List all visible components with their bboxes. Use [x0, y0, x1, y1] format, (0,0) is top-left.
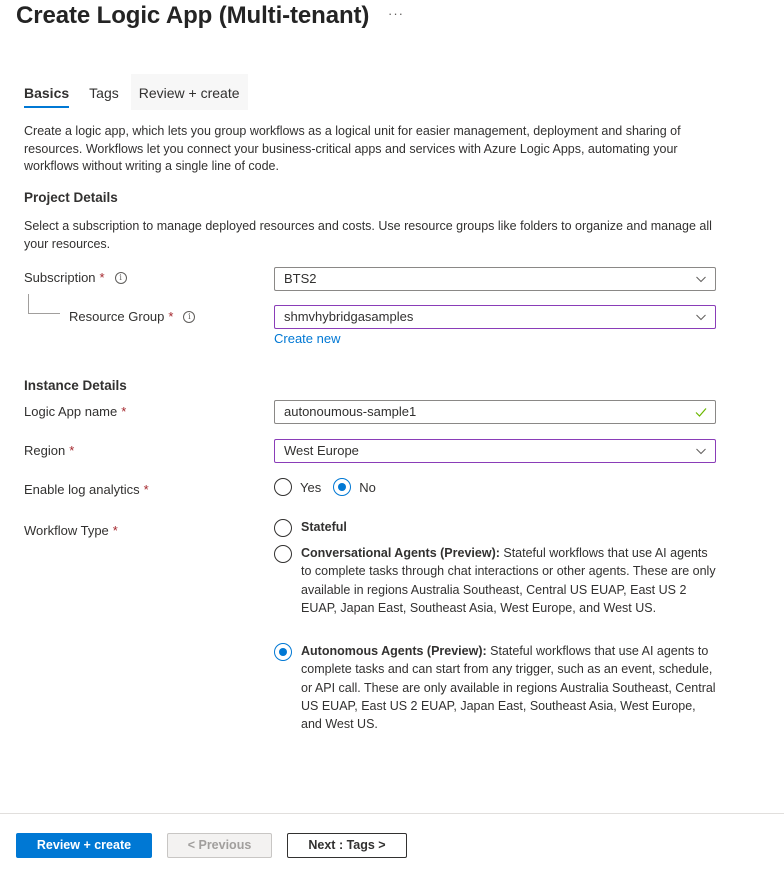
subscription-label: [24, 270, 127, 285]
page-title: Create Logic App (Multi-tenant): [16, 2, 370, 29]
project-details-heading: Project Details: [24, 190, 118, 205]
more-options-button[interactable]: ···: [388, 6, 404, 21]
required-asterisk: *: [121, 404, 127, 419]
tab-review-create[interactable]: Review + create: [131, 74, 248, 110]
info-icon[interactable]: i: [115, 272, 127, 284]
intro-text: Create a logic app, which lets you group workflows as a logical unit for easier management, deployment and sharing of resources. Workflows let you connect your business-critical apps and services with Azure Logic Apps, automating your workflows without writing a single line of code.: [24, 124, 681, 173]
logic-app-name-label: [24, 404, 126, 419]
chevron-down-icon: [696, 274, 706, 284]
instance-details-heading: Instance Details: [24, 378, 127, 393]
required-asterisk: *: [112, 523, 118, 538]
logic-app-name-label-text: Logic App name: [24, 404, 118, 419]
chevron-down-icon: [696, 446, 706, 456]
no-label: No: [359, 479, 376, 495]
autonomous-agents-description: Stateful workflows that use AI agents to complete tasks and can start from any trigger, such as an event, schedule, or API call. These are only available in regions Australia Southeast, Central US EUAP, East US 2 EUAP, Japan East, Southeast Asia, West Europe, and West US.: [301, 644, 716, 732]
subscription-dropdown[interactable]: [274, 267, 716, 291]
info-icon[interactable]: i: [183, 311, 195, 323]
footer-divider: [0, 813, 784, 814]
stateful-title: Stateful: [301, 520, 347, 534]
resource-group-value: shmvhybridgasamples: [284, 309, 414, 324]
workflow-option-stateful[interactable]: [274, 519, 719, 537]
region-label-text: Region: [24, 443, 66, 458]
yes-label: Yes: [300, 479, 322, 495]
region-dropdown[interactable]: [274, 439, 716, 463]
stateful-radio[interactable]: [274, 519, 292, 537]
region-value: West Europe: [284, 443, 359, 458]
tab-tags[interactable]: Tags: [89, 85, 119, 101]
next-tags-button[interactable]: Next : Tags >: [287, 833, 407, 858]
project-details-description: Select a subscription to manage deployed resources and costs. Use resource groups like folders to organize and manage all your resources.: [24, 219, 712, 251]
conversational-agents-description: Stateful workflows that use AI agents to complete tasks through chat interactions or other agents. These are only available in regions Australia Southeast, Central US EUAP, East US 2 EUAP, Japan East, Southeast Asia, West Europe, and West US.: [301, 546, 716, 615]
logic-app-name-input[interactable]: [274, 400, 716, 424]
autonomous-agents-title: Autonomous Agents (Preview):: [301, 644, 487, 658]
region-label: [24, 443, 74, 458]
workflow-type-label-text: Workflow Type: [24, 523, 109, 538]
log-analytics-no-radio[interactable]: [333, 478, 351, 496]
tab-basics[interactable]: Basics: [16, 74, 77, 110]
tab-bar: [16, 74, 252, 110]
logic-app-name-value: autonoumous-sample1: [284, 404, 417, 419]
previous-button[interactable]: < Previous: [167, 833, 272, 858]
review-create-button[interactable]: Review + create: [16, 833, 152, 858]
chevron-down-icon: [696, 312, 706, 322]
workflow-option-conversational[interactable]: [274, 545, 719, 617]
autonomous-agents-radio[interactable]: [274, 643, 292, 661]
resource-group-dropdown[interactable]: [274, 305, 716, 329]
checkmark-icon: [695, 406, 707, 418]
resource-group-label-text: Resource Group: [69, 309, 165, 324]
required-asterisk: *: [99, 270, 105, 285]
resource-group-label: [69, 309, 195, 324]
required-asterisk: *: [143, 482, 149, 497]
log-analytics-label-text: Enable log analytics: [24, 482, 140, 497]
tree-connector: [28, 294, 60, 314]
conversational-agents-radio[interactable]: [274, 545, 292, 563]
log-analytics-label: [24, 482, 149, 497]
create-new-link[interactable]: Create new: [274, 331, 341, 346]
subscription-label-text: Subscription: [24, 270, 96, 285]
workflow-option-autonomous[interactable]: [274, 643, 719, 733]
required-asterisk: *: [69, 443, 75, 458]
log-analytics-radio-group: [274, 478, 388, 496]
conversational-agents-title: Conversational Agents (Preview):: [301, 546, 500, 560]
log-analytics-yes-radio[interactable]: [274, 478, 292, 496]
subscription-value: BTS2: [284, 271, 317, 286]
workflow-type-label: [24, 523, 118, 538]
required-asterisk: *: [168, 309, 174, 324]
